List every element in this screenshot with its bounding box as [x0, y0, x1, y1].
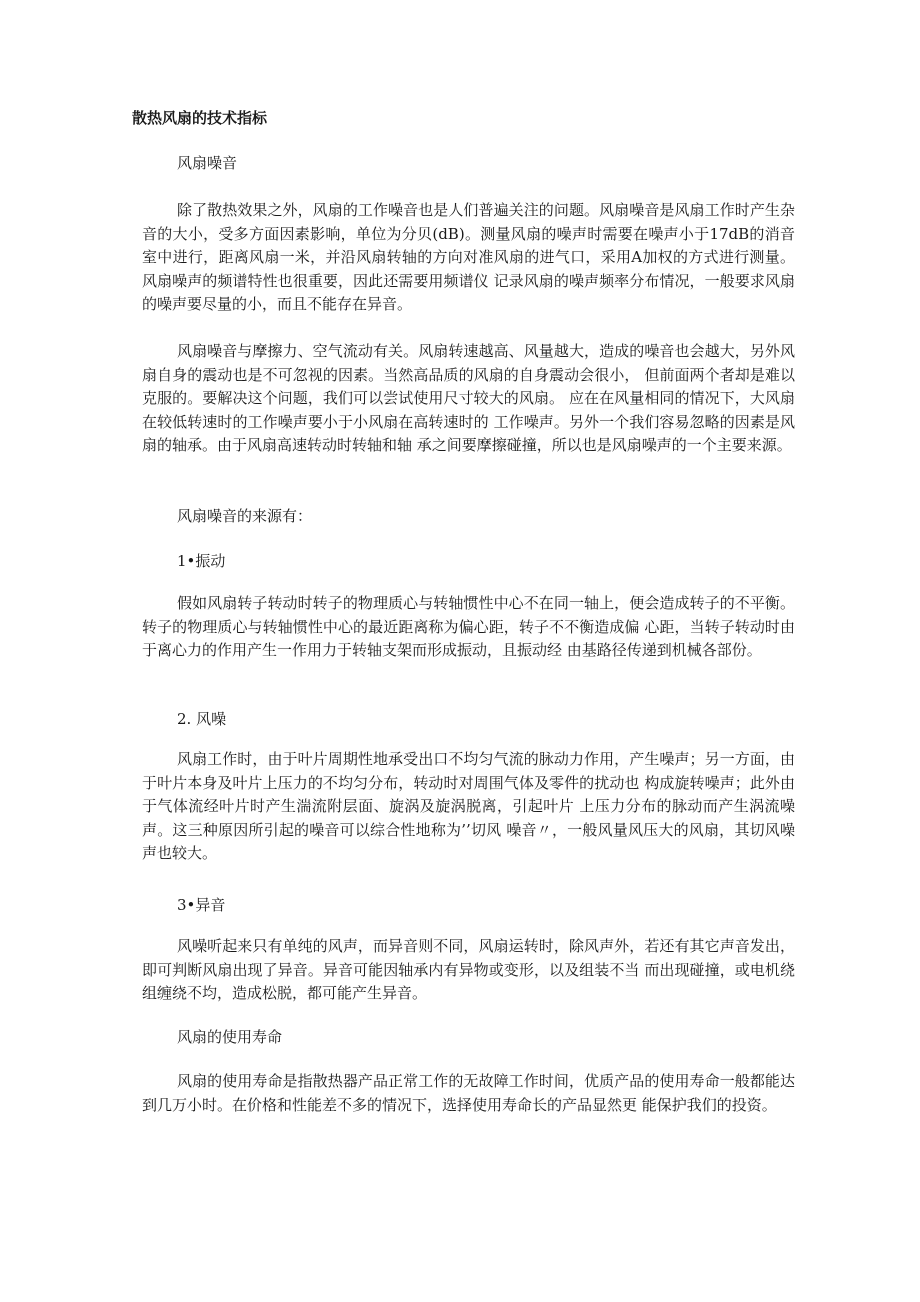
paragraph-vibration: 假如风扇转子转动时转子的物理质心与转轴惯性中心不在同一轴上，便会造成转子的不平衡。转子的物理质心与转轴惯性中心的最近距离称为偏心距，转子不不衡造成偏 心距，当转子转动时由于离心力的作用产生一作用力于转轴支架而形成振动，且振动经 由基路径传递到机械各部份。: [142, 594, 795, 660]
section-heading-vibration: 1•振动: [177, 552, 226, 570]
section-heading-fan-noise: 风扇噪音: [177, 154, 238, 172]
paragraph-lifespan: 风扇的使用寿命是指散热器产品正常工作的无故障工作时间，优质产品的使用寿命一般都能达到几万小时。在价格和性能差不多的情况下，选择使用寿命长的产品显然更 能保护我们的投资。: [142, 1072, 795, 1114]
paragraph-noise-factors: 风扇噪音与摩擦力、空气流动有关。风扇转速越高、风量越大，造成的噪音也会越大，另外风扇自身的震动也是不可忽视的因素。当然高品质的风扇的自身震动会很小， 但前面两个者却是难以克服的。要解决这个问题，我们可以尝试使用尺寸较大的风扇。 应在在风量相同的情况下，大风扇在较低转速时的工作噪声要小于小风扇在高转速时的 工作噪声。另外一个我们容易忽略的因素是风扇的轴承。由于风扇高速转动时转轴和轴 承之间要摩擦碰撞，所以也是风扇噪声的一个主要来源。: [142, 342, 795, 455]
paragraph-noise-sources-intro: 风扇噪音的来源有：: [177, 507, 313, 525]
section-heading-wind-noise: 2. 风噪: [177, 710, 227, 728]
paragraph-wind-noise: 风扇工作时，由于叶片周期性地承受出口不均匀气流的脉动力作用，产生噪声；另一方面，由于叶片本身及叶片上压力的不均匀分布，转动时对周围气体及零件的扰动也 构成旋转噪声；此外由于气体流经叶片时产生湍流附层面、旋涡及旋涡脱离，引起叶片 上压力分布的脉动而产生涡流噪声。这三种原因所引起的噪音可以综合性地称为’’切风 噪音〃，一般风量风压大的风扇，其切风噪声也较大。: [142, 750, 795, 863]
section-heading-abnormal-sound: 3•异音: [177, 896, 226, 914]
section-heading-lifespan: 风扇的使用寿命: [177, 1028, 283, 1046]
document-title: 散热风扇的技术指标: [132, 109, 268, 127]
paragraph-abnormal-sound: 风噪听起来只有单纯的风声，而异音则不同，风扇运转时，除风声外，若还有其它声音发出，即可判断风扇出现了异音。异音可能因轴承内有异物或变形，以及组装不当 而出现碰撞，或电机绕组缠绕不均，造成松脱，都可能产生异音。: [142, 937, 795, 1003]
paragraph-noise-overview: 除了散热效果之外，风扇的工作噪音也是人们普遍关注的问题。风扇噪音是风扇工作时产生杂音的大小，受多方面因素影响，单位为分贝(dB)。测量风扇的噪声时需要在噪声小于17dB的消音室中进行，距离风扇一米，并沿风扇转轴的方向对准风扇的进气口，采用A加权的方式进行测量。风扇噪声的频谱特性也很重要，因此还需要用频谱仪 记录风扇的噪声频率分布情况，一般要求风扇的噪声要尽量的小，而且不能存在异音。: [142, 201, 795, 314]
